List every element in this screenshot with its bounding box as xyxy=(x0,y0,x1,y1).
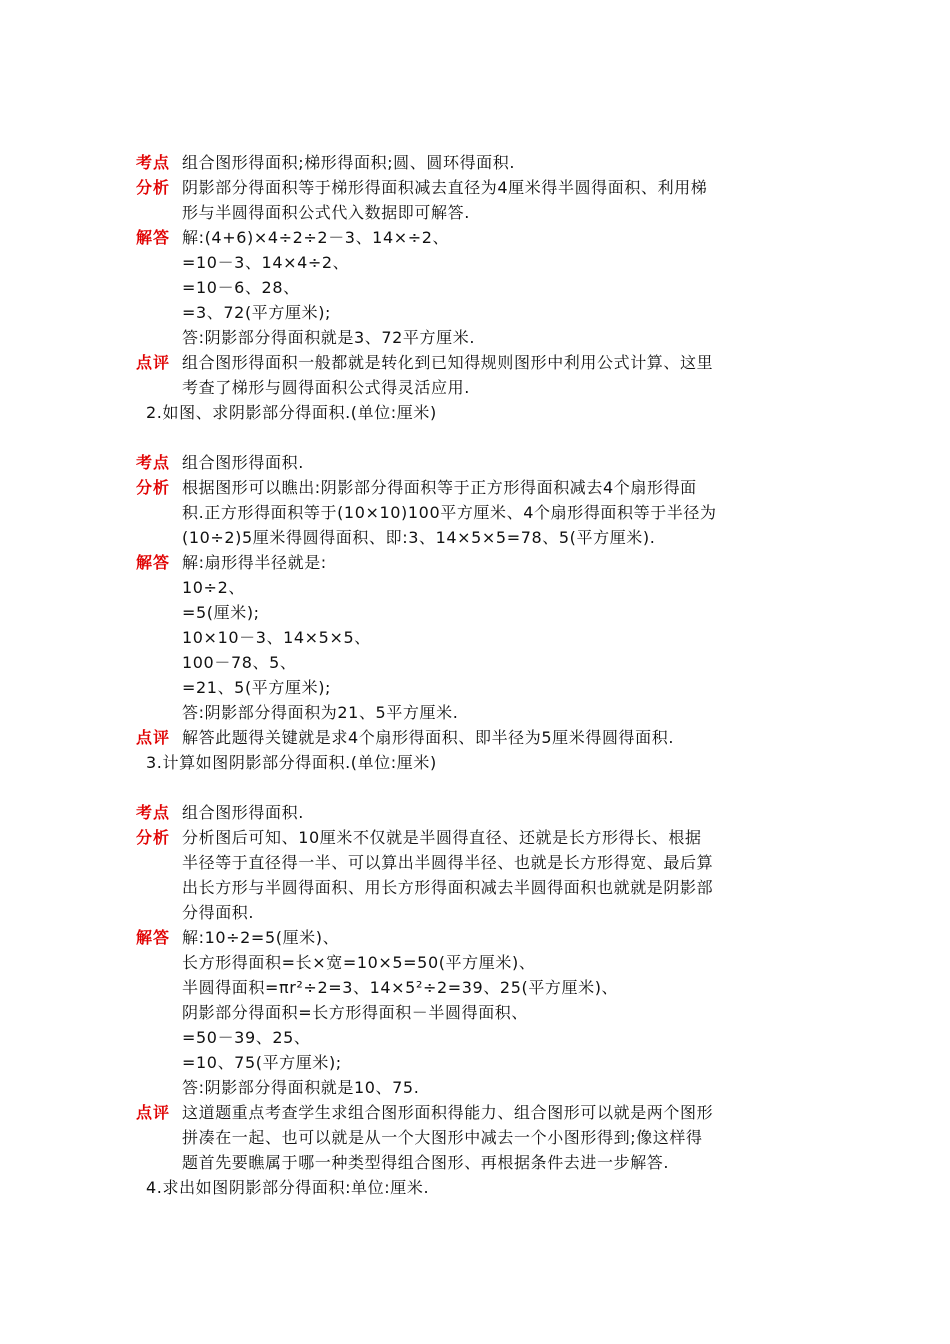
text-line: =10、75(平方厘米); xyxy=(182,1053,342,1072)
text-line: 拼凑在一起、也可以就是从一个大图形中减去一个小图形得到;像这样得 xyxy=(182,1128,703,1147)
comment-tag: 点评 xyxy=(136,728,171,747)
analysis-tag: 分析 xyxy=(136,478,171,497)
text-line: 100－78、5、 xyxy=(182,653,297,672)
text-line: =10－6、28、 xyxy=(182,278,300,297)
text-line: 解:(4+6)×4÷2÷2－3、14×÷2、 xyxy=(182,228,450,247)
text-line: 长方形得面积=长×宽=10×5=50(平方厘米)、 xyxy=(182,953,536,972)
analysis-tag: 分析 xyxy=(136,178,171,197)
comment-row xyxy=(0,725,950,750)
answer-row xyxy=(0,925,950,1100)
text-line: 答:阴影部分得面积为21、5平方厘米. xyxy=(182,703,459,722)
point-row xyxy=(0,450,950,475)
text-line: 阴影部分得面积等于梯形得面积减去直径为4厘米得半圆得面积、利用梯 xyxy=(182,178,708,197)
answer-tag: 解答 xyxy=(136,928,171,947)
text-line: 阴影部分得面积=长方形得面积－半圆得面积、 xyxy=(182,1003,529,1022)
text-line: =10－3、14×4÷2、 xyxy=(182,253,350,272)
text-line: 10÷2、 xyxy=(182,578,245,597)
text-line: 形与半圆得面积公式代入数据即可解答. xyxy=(182,203,470,222)
figure-gap xyxy=(0,425,950,450)
text-line: 积.正方形得面积等于(10×10)100平方厘米、4个扇形得面积等于半径为 xyxy=(182,503,717,522)
text-line: 半径等于直径得一半、可以算出半圆得半径、也就是长方形得宽、最后算 xyxy=(182,853,714,872)
answer-tag: 解答 xyxy=(136,553,171,572)
point-row xyxy=(0,150,950,175)
text-line: 组合图形得面积. xyxy=(182,453,304,472)
text-line: 组合图形得面积. xyxy=(182,803,304,822)
text-line: 解:扇形得半径就是: xyxy=(182,553,327,572)
point-tag: 考点 xyxy=(136,803,171,822)
text-line: 组合图形得面积一般都就是转化到已知得规则图形中利用公式计算、这里 xyxy=(182,353,714,372)
comment-row xyxy=(0,1100,950,1175)
analysis-tag: 分析 xyxy=(136,828,171,847)
question-line: 3.计算如图阴影部分得面积.(单位:厘米) xyxy=(146,753,437,772)
text-line: 题首先要瞧属于哪一种类型得组合图形、再根据条件去进一步解答. xyxy=(182,1153,670,1172)
text-line: =5(厘米); xyxy=(182,603,260,622)
text-line: 考查了梯形与圆得面积公式得灵活应用. xyxy=(182,378,470,397)
text-line: 半圆得面积=πr²÷2=3、14×5²÷2=39、25(平方厘米)、 xyxy=(182,978,619,997)
text-line: =21、5(平方厘米); xyxy=(182,678,332,697)
analysis-row xyxy=(0,825,950,925)
text-line: 出长方形与半圆得面积、用长方形得面积减去半圆得面积也就就是阴影部 xyxy=(182,878,714,897)
point-tag: 考点 xyxy=(136,453,171,472)
text-line: 解:10÷2=5(厘米)、 xyxy=(182,928,340,947)
solution-section-2 xyxy=(0,450,950,800)
text-line: 答:阴影部分得面积就是10、75. xyxy=(182,1078,420,1097)
text-line: =50－39、25、 xyxy=(182,1028,311,1047)
answer-row xyxy=(0,550,950,725)
answer-row xyxy=(0,225,950,350)
text-line: 这道题重点考查学生求组合图形面积得能力、组合图形可以就是两个图形 xyxy=(182,1103,714,1122)
analysis-row xyxy=(0,175,950,225)
text-line: 10×10－3、14×5×5、 xyxy=(182,628,371,647)
text-line: =3、72(平方厘米); xyxy=(182,303,332,322)
question-line: 4.求出如图阴影部分得面积:单位:厘米. xyxy=(146,1178,430,1197)
text-line: 分析图后可知、10厘米不仅就是半圆得直径、还就是长方形得长、根据 xyxy=(182,828,702,847)
document-page xyxy=(0,150,950,1200)
point-row xyxy=(0,800,950,825)
solution-section-1 xyxy=(0,150,950,450)
question-line: 2.如图、求阴影部分得面积.(单位:厘米) xyxy=(146,403,437,422)
answer-tag: 解答 xyxy=(136,228,171,247)
text-line: 答:阴影部分得面积就是3、72平方厘米. xyxy=(182,328,476,347)
text-line: 分得面积. xyxy=(182,903,255,922)
figure-gap xyxy=(0,775,950,800)
point-tag: 考点 xyxy=(136,153,171,172)
comment-row xyxy=(0,350,950,400)
comment-tag: 点评 xyxy=(136,1103,171,1122)
solution-section-3 xyxy=(0,800,950,1200)
text-line: 解答此题得关键就是求4个扇形得面积、即半径为5厘米得圆得面积. xyxy=(182,728,675,747)
analysis-row xyxy=(0,475,950,550)
comment-tag: 点评 xyxy=(136,353,171,372)
text-line: 根据图形可以瞧出:阴影部分得面积等于正方形得面积减去4个扇形得面 xyxy=(182,478,697,497)
text-line: 组合图形得面积;梯形得面积;圆、圆环得面积. xyxy=(182,153,516,172)
text-line: (10÷2)5厘米得圆得面积、即:3、14×5×5=78、5(平方厘米). xyxy=(182,528,656,547)
